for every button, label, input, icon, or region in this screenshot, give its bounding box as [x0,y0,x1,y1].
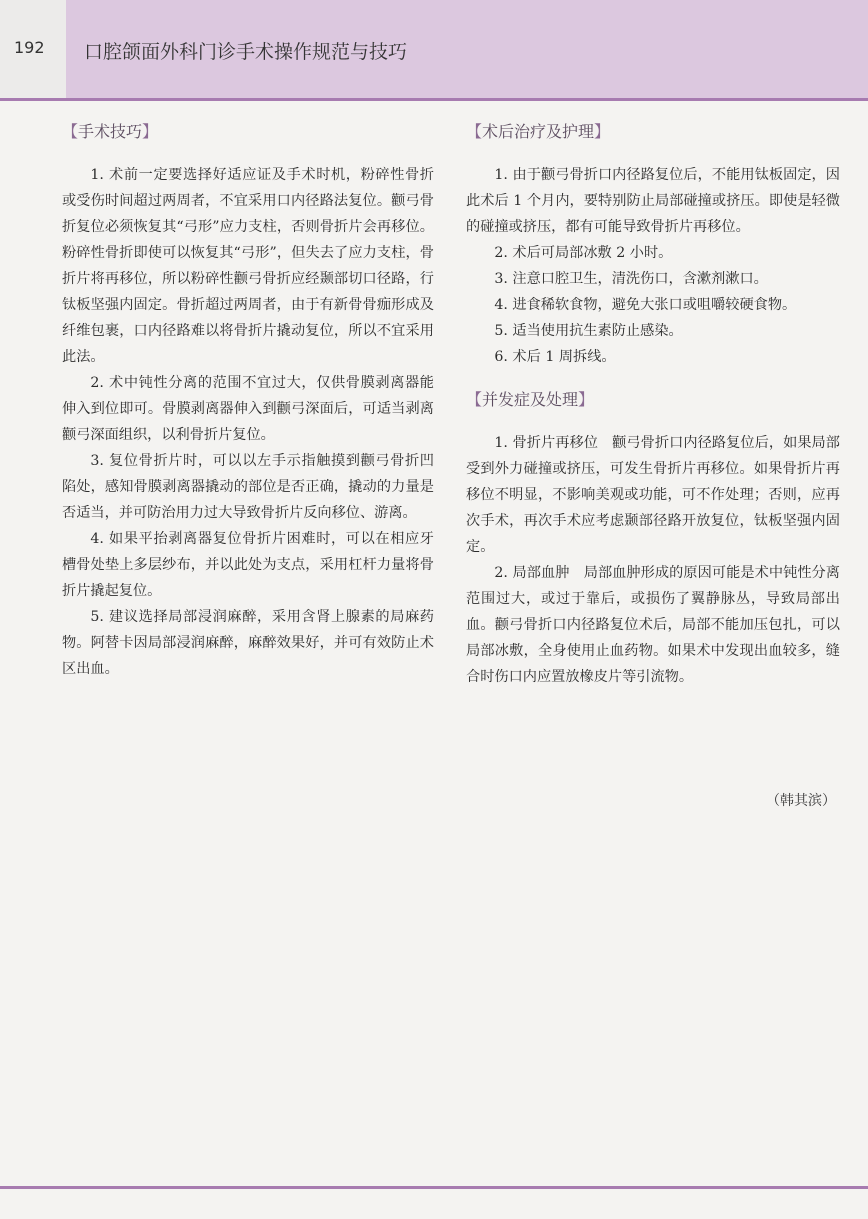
book-title: 口腔颌面外科门诊手术操作规范与技巧 [84,41,408,63]
tip-paragraph-2: 2. 术中钝性分离的范围不宜过大，仅供骨膜剥离器能伸入到位即可。骨膜剥离器伸入到颧弓深面后，可适当剥离颧弓深面组织，以利骨折片复位。 [62,375,434,443]
right-column [466,116,840,690]
page-number-box [0,0,66,100]
postop-item-3: 3. 注意口腔卫生，清洗伤口，含漱剂漱口。 [494,271,768,287]
page-header [0,0,868,100]
author-signature: （韩其滨） [766,793,836,809]
section-title-postop-care: 【术后治疗及护理】 [466,122,611,141]
complication-item-2: 2. 局部血肿 局部血肿形成的原因可能是术中钝性分离范围过大，或过于靠后，或损伤了翼静脉丛，导致局部出血。颧弓骨折口内径路复位术后，局部不能加压包扎，可以局部冰敷，全身使用止血药物。如果术中发现出血较多，缝合时伤口内应置放橡皮片等引流物。 [466,565,840,685]
section-title-surgical-tips: 【手术技巧】 [62,122,159,141]
postop-item-6: 6. 术后 1 周拆线。 [494,349,616,365]
page-number: 192 [14,38,45,57]
tip-paragraph-3: 3. 复位骨折片时，可以以左手示指触摸到颧弓骨折凹陷处，感知骨膜剥离器撬动的部位是否正确，撬动的力量是否适当，并可防治用力过大导致骨折片反向移位、游离。 [62,453,434,521]
footer-rule [0,1186,868,1189]
section-title-complications: 【并发症及处理】 [466,390,595,409]
complication-item-1: 1. 骨折片再移位 颧弓骨折口内径路复位后，如果局部受到外力碰撞或挤压，可发生骨折片再移位。如果骨折片再移位不明显，不影响美观或功能，可不作处理；否则，应再次手术，再次手术应考虑颞部径路开放复位，钛板坚强内固定。 [466,435,840,555]
tip-paragraph-4: 4. 如果平抬剥离器复位骨折片困难时，可以在相应牙槽骨处垫上多层纱布，并以此处为支点，采用杠杆力量将骨折片撬起复位。 [62,531,434,599]
postop-item-5: 5. 适当使用抗生素防止感染。 [494,323,683,339]
postop-item-1: 1. 由于颧弓骨折口内径路复位后，不能用钛板固定，因此术后 1 个月内，要特别防止局部碰撞或挤压。即使是轻微的碰撞或挤压，都有可能导致骨折片再移位。 [466,167,840,235]
tip-paragraph-1: 1. 术前一定要选择好适应证及手术时机，粉碎性骨折或受伤时间超过两周者，不宜采用口内径路法复位。颧弓骨折复位必须恢复其“弓形”应力支柱，否则骨折片会再移位。粉碎性骨折即使可以恢复其“弓形”，但失去了应力支柱，骨折片将再移位，所以粉碎性颧弓骨折应经颞部切口径路，行钛板坚强内固定。骨折超过两周者，由于有新骨骨痂形成及纤维包裹，口内径路难以将骨折片撬动复位，所以不宜采用此法。 [62,167,434,365]
header-rule [0,98,868,101]
left-column [62,116,434,682]
tip-paragraph-5: 5. 建议选择局部浸润麻醉，采用含肾上腺素的局麻药物。阿替卡因局部浸润麻醉，麻醉效果好，并可有效防止术区出血。 [62,609,434,677]
postop-item-4: 4. 进食稀软食物，避免大张口或咀嚼较硬食物。 [494,297,797,313]
postop-item-2: 2. 术后可局部冰敷 2 小时。 [494,245,673,261]
